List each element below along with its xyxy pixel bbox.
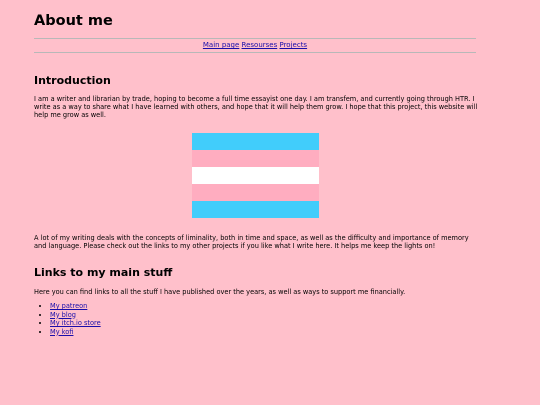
links-description: Here you can find links to all the stuff I have published over the years, as well as ways to support me financially.	[34, 288, 406, 296]
intro-paragraph: I am a writer and librarian by trade, hoping to become a full time essayist one day. I am transfem, and currently going through HTR. I write as a way to share what I have learned with others, and hope that it will help them grow. I hope that this project, this website will help me grow as well.	[34, 95, 478, 119]
flag-stripe-2	[192, 150, 319, 167]
nav-link-projects[interactable]: Projects	[279, 41, 308, 49]
nav-link-resourses[interactable]: Resourses	[241, 41, 278, 49]
list-item	[50, 319, 101, 328]
intro-heading: Introduction	[34, 74, 111, 87]
flag-stripe-1	[192, 133, 319, 150]
links-heading: Links to my main stuff	[34, 266, 173, 279]
patreon-link[interactable]: My patreon	[50, 302, 88, 310]
links-list	[34, 302, 101, 336]
flag-stripe-5	[192, 201, 319, 218]
flag-stripe-3	[192, 167, 319, 184]
blog-link[interactable]: My blog	[50, 310, 76, 319]
kofi-link[interactable]: My kofi	[50, 327, 74, 336]
flag-stripe-4	[192, 184, 319, 201]
list-item	[50, 311, 101, 320]
nav-divider-bottom	[34, 52, 476, 53]
nav-divider-top	[34, 38, 476, 39]
list-item	[50, 328, 101, 337]
list-item	[50, 302, 101, 311]
itchio-store-link[interactable]: My itch.io store	[50, 319, 101, 327]
main-nav	[34, 41, 476, 50]
nav-link-main-page[interactable]: Main page	[202, 41, 240, 49]
liminality-paragraph: A lot of my writing deals with the concepts of liminality, both in time and space, as well as the difficulty and importance of memory and language. Please check out the links to my other projects if you like what I write here. It helps me keep the lights on!	[34, 234, 469, 250]
trans-flag-image	[192, 133, 319, 218]
page-title: About me	[34, 13, 113, 29]
